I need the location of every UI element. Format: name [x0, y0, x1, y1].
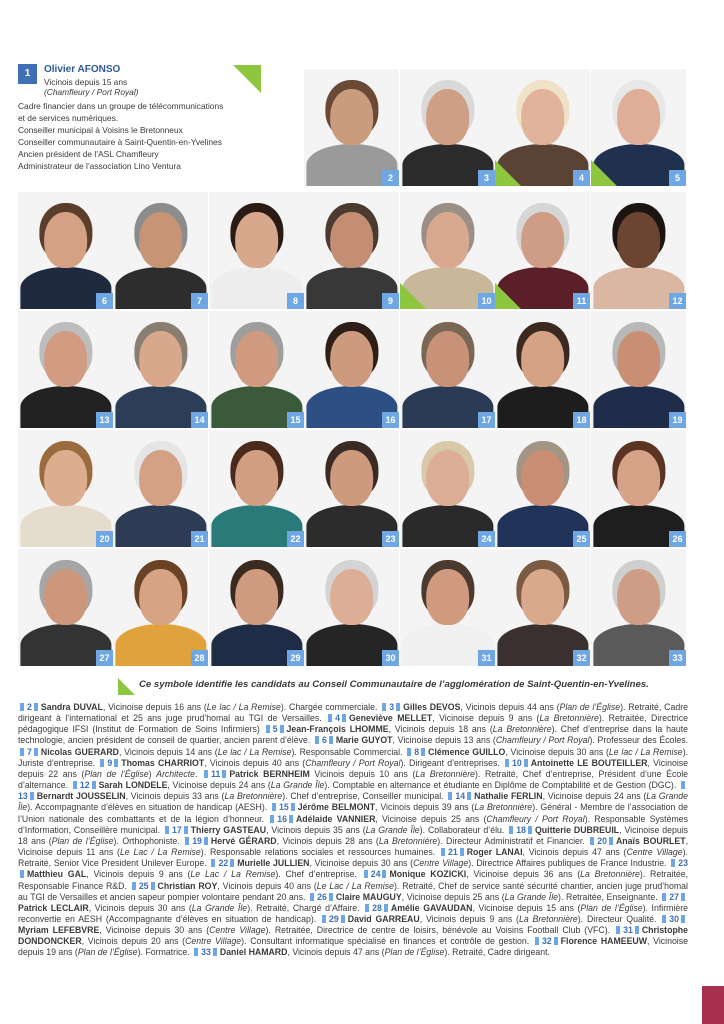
- candidate-photo: [591, 192, 686, 309]
- candidate-photo: [400, 430, 495, 547]
- bio-number: 11: [211, 768, 221, 779]
- portrait-face: [521, 89, 565, 145]
- portrait-face: [330, 569, 374, 625]
- bio-marker: [34, 703, 38, 711]
- bio-number: 4: [335, 713, 340, 724]
- bio-place: Le lac / La Remise: [206, 702, 281, 712]
- candidate-photo: [18, 311, 113, 428]
- community-marker-icon: [495, 160, 521, 186]
- bio-name: Quitterie DUBREUIL: [534, 824, 620, 835]
- bio-marker: [222, 770, 226, 778]
- bio-number: 16: [277, 813, 287, 824]
- portrait-face: [521, 450, 565, 506]
- candidate-1-line: et de services numériques.: [18, 113, 119, 123]
- bio-place: Le Lac / La Remise: [190, 869, 276, 880]
- candidate-photo: [113, 430, 208, 547]
- bio-place: Plan de l’Église: [580, 902, 643, 913]
- bio-marker: [100, 759, 104, 767]
- bio-place: Le Lac / La Remise: [316, 880, 394, 891]
- candidate-photo: [495, 69, 590, 186]
- bio-number: 9: [107, 757, 113, 768]
- photo-number-badge: 19: [669, 412, 686, 428]
- bio-marker: [73, 781, 77, 789]
- bio-marker: [289, 815, 293, 823]
- candidate-photo: [591, 549, 686, 666]
- candidate-photo: [304, 192, 399, 309]
- photo-number-badge: 32: [573, 650, 590, 666]
- bio-marker: [509, 826, 513, 834]
- bio-place: Le lac / La Remise: [217, 746, 292, 757]
- bio-place: Le lac / La Remise: [608, 746, 683, 757]
- candidate-photo: [400, 192, 495, 309]
- bio-marker: [204, 837, 208, 845]
- bio-marker: [382, 703, 386, 711]
- legend-text: Ce symbole identifie les candidats au Conseil Communautaire de l’agglomération de Saint-Quentin-en-Yvelines.: [139, 679, 649, 690]
- bio-marker: [20, 870, 24, 878]
- photo-number-badge: 6: [96, 293, 113, 309]
- bio-name: Jean-François LHOMME: [286, 724, 389, 735]
- photo-number-badge: 20: [96, 531, 113, 547]
- photo-number-badge: 26: [669, 531, 686, 547]
- bio-marker: [315, 736, 319, 744]
- candidate-photo: [495, 549, 590, 666]
- bio-name: David GARREAU: [347, 913, 420, 924]
- portrait-face: [426, 450, 470, 506]
- photo-number-badge: 28: [191, 650, 208, 666]
- bio-marker: [20, 748, 24, 756]
- bio-marker: [291, 803, 295, 811]
- bio-number: 31: [623, 925, 633, 936]
- bio-marker: [609, 837, 613, 845]
- bio-place: La Grande Île: [18, 791, 688, 813]
- bio-number: 24: [370, 869, 381, 880]
- bio-name: Sandra DUVAL: [40, 702, 103, 712]
- bio-name: Matthieu GAL: [27, 869, 87, 880]
- bio-name: Christian ROY: [157, 880, 218, 891]
- photo-number-badge: 8: [287, 293, 304, 309]
- bio-marker: [92, 781, 96, 789]
- bio-marker: [280, 725, 284, 733]
- photo-number-badge: 10: [478, 293, 495, 309]
- bio-name: Sarah LONDELE: [98, 780, 168, 791]
- bio-place: La Bretonnière: [492, 724, 552, 735]
- bio-marker: [270, 815, 274, 823]
- bio-place: Plan de l’Église: [51, 835, 114, 846]
- candidate-1-number: 1: [18, 64, 37, 84]
- bio-number: 6: [321, 735, 327, 746]
- photo-number-badge: 16: [382, 412, 399, 428]
- bio-number: 22: [218, 858, 229, 869]
- bio-place: Plan de l’Église: [559, 702, 621, 712]
- bio-name: Hervé GÉRARD: [210, 835, 277, 846]
- bio-place: La Bretonnière: [224, 791, 283, 802]
- bio-number: 12: [79, 780, 90, 791]
- bio-marker: [505, 759, 509, 767]
- portrait-face: [617, 569, 661, 625]
- candidate-photo: [591, 430, 686, 547]
- bio-name: Adélaide VANNIER: [295, 813, 376, 824]
- bio-marker: [211, 859, 215, 867]
- bio-place: Centre Village: [185, 936, 242, 947]
- bio-number: 3: [389, 702, 395, 712]
- photo-number-badge: 21: [191, 531, 208, 547]
- bio-marker: [365, 904, 369, 912]
- candidate-photo: [113, 192, 208, 309]
- candidate-1-line: Ancien président de l’ASL Chamfleury: [18, 149, 159, 159]
- candidate-photo: [18, 192, 113, 309]
- bio-marker: [165, 826, 169, 834]
- portrait-face: [44, 212, 88, 268]
- portrait-face: [330, 89, 374, 145]
- bio-place: Architecte: [156, 768, 196, 779]
- bio-marker: [635, 926, 639, 934]
- candidate-photo: [400, 69, 495, 186]
- community-marker-icon: [400, 283, 426, 309]
- bio-place: La Bretonnière: [539, 713, 599, 724]
- portrait-face: [521, 331, 565, 387]
- portrait-face: [330, 450, 374, 506]
- bio-marker: [467, 792, 471, 800]
- bio-marker: [194, 948, 198, 956]
- candidate-1-line: Administrateur de l’association Lino Ventura: [18, 161, 181, 171]
- bio-place: Centre Village: [626, 847, 683, 858]
- portrait-face: [617, 212, 661, 268]
- bio-marker: [322, 915, 326, 923]
- candidate-1-name: Olivier AFONSO: [44, 64, 121, 75]
- bio-number: 33: [201, 947, 211, 958]
- photo-number-badge: 24: [478, 531, 495, 547]
- bio-place: La Bretonnière: [474, 802, 533, 813]
- bio-number: 32: [541, 936, 552, 947]
- bio-place: La Bretonnière: [518, 913, 578, 924]
- bio-place: La Grande Île: [191, 902, 248, 913]
- bio-name: Clémence GUILLO: [428, 746, 506, 757]
- photo-number-badge: 5: [669, 170, 686, 186]
- candidate-photo: [18, 549, 113, 666]
- portrait-face: [617, 450, 661, 506]
- portrait-face: [139, 331, 183, 387]
- bio-name: Murielle JULLIEN: [237, 858, 310, 869]
- legend: [118, 675, 698, 695]
- candidate-photo: [304, 430, 399, 547]
- bio-number: 23: [678, 858, 689, 869]
- bio-number: 20: [597, 835, 607, 846]
- bio-marker: [132, 882, 136, 890]
- bio-marker: [341, 915, 345, 923]
- bio-place: Plan de l’Église: [77, 947, 138, 958]
- portrait-face: [521, 212, 565, 268]
- bio-marker: [266, 725, 270, 733]
- bio-place: Plan de l’Église: [84, 768, 149, 779]
- photo-number-badge: 23: [382, 531, 399, 547]
- bio-marker: [460, 848, 464, 856]
- bio-name: Antoinette LE BOUTEILLER: [530, 757, 648, 768]
- portrait-face: [426, 569, 470, 625]
- candidate-photo: [209, 311, 304, 428]
- community-marker-icon: [118, 678, 135, 695]
- candidate-1-info: [18, 100, 273, 172]
- bio-name: Nathalie FERLIN: [474, 791, 543, 802]
- portrait-face: [235, 569, 279, 625]
- community-marker-icon: [591, 160, 617, 186]
- photo-number-badge: 27: [96, 650, 113, 666]
- bio-number: 27: [669, 891, 679, 902]
- portrait-face: [617, 331, 661, 387]
- candidate-photo: [304, 69, 399, 186]
- bio-marker: [382, 870, 386, 878]
- portrait-face: [426, 212, 470, 268]
- bio-place: La Grande Île: [504, 891, 559, 902]
- candidate-bios: 2 Sandra DUVAL, Vicinoise depuis 16 ans (Le lac / La Remise). Chargée commerciale. 3 Gilles DEVOS, Vicinois depuis 44 ans (Plan de l’Église). Retraité, Cadre dirigeant à l’international et 25 ans juge prud’homal au TGI de Versailles. 4 Geneviève MELLET, Vicinoise depuis 9 ans (La Bretonnière). Retraitée, Directrice pédagogique IFSI (Institut de Formation de Soins Infirmiers) 5 Jean-François LHOMME, Vicinois depuis 18 ans (La Bretonnière). Chef d’entreprise dans la haute technologie, ancien président de conseil de quartier, ancien parent d’élève. 6 Marie GUYOT, Vicinoise depuis 13 ans (Chamfleury / Port Royal). Professeur des Écoles. 7 Nicolas GUERARD, Vicinois depuis 14 ans (Le lac / La Remise). Responsable Commercial. 8 Clémence GUILLO, Vicinoise depuis 30 ans (Le lac / La Remise). Juriste d’entreprise. 9 Thomas CHARRIOT, Vicinois depuis 40 ans (Chamfleury / Port Royal). Dirigeant d’entreprises. 10 Antoinette LE BOUTEILLER, Vicinoise depuis 22 ans (Plan de l’Église) Architecte. 11 Patrick BERNHEIM Vicinois depuis 10 ans (La Bretonnière). Retraité, Chef d’entreprise, Président d’une École d’alternance. 12 Sarah LONDELE, Vicinoise depuis 24 ans (La Grande Île). Comptable en alternance et étudiante en Diplôme de Comptabilité et de Gestion (DGC). 13 Bernardt JOUSSELIN, Vicinois depuis 33 ans (La Bretonnière). Chef d’entreprise, Conseiller municipal. 14 Nathalie FERLIN, Vicinoise depuis 24 ans (La Grande Île). Accompagnante d’élèves en situation de handicap (AESH). 15 Jérôme BELMONT, Vicinois depuis 39 ans (La Bretonnière). Général - Membre de l’association de l’Union nationale des combattants et de la légion d’honneur. 16 Adélaide VANNIER, Vicinoise depuis 25 ans (Chamfleury / Port Royal). Responsable Systèmes d’Information, Conseillère municipal. 17 Thierry GASTEAU, Vicinois depuis 35 ans (La Grande Île). Collaborateur d’élu. 18 Quitterie DUBREUIL, Vicinoise depuis 18 ans (Plan de l’Église). Orthophoniste. 19 Hervé GÉRARD, Vicinois depuis 28 ans (La Bretonnière). Directeur Administratif et Financier. 20 Anaïs BOURLET, Vicinoise depuis 11 ans (Le Lac / La Remise). Responsable relations sociales et ressources humaines. 21 Roger LANAI, Vicinois depuis 47 ans (Centre Village). Retraité, Senior Vice President Unilever Europe. 22 Murielle JULLIEN, Vicinoise depuis 30 ans (Centre Village). Directrice Affaires publiques de France Industrie. 23Matthieu GAL, Vicinois depuis 9 ans (Le Lac / La Remise). Chef d’entreprise. 24 Monique KOZICKI, Vicinoise depuis 36 ans (La Bretonnière). Retraitée, Responsable Finance R&D. 25 Christian ROY, Vicinois depuis 40 ans (Le Lac / La Remise). Retraité, Chef de service santé sécurité chantier, ancien juge prud’homal au TGI de Versailles et ancien sapeur pompier volontaire pendant 20 ans. 26 Claire MAUGUY, Vicinoise depuis 25 ans (La Grande Île). Retraitée, Enseignante. 27Patrick LECLAIR, Vicinois depuis 30 ans (La Grande Île). Retraité, Chargé d’Affaire. 28 Amélie GAVAUDAN, Vicinoise depuis 15 ans (Plan de l’Église). Infirmière reconvertie en AESH (Accompagnante d’élèves en situation de handicap). 29 David GARREAU, Vicinois depuis 9 ans (La Bretonnière). Directeur Qualité. 30Myriam LEFEBVRE, Vicinoise depuis 30 ans (Centre Village). Retraitée, Directrice de centre de loisirs, bénévole au Voisins Football Club (VFC). 31 Christophe DONDONCKER, Vicinois depuis 20 ans (Centre Village). Consultant informatique spécialisé en finances et contrôle de gestion. 32 Florence HAMEEUW, Vicinoise depuis 19 ans (Plan de l’Église). Formatrice. 33 Daniel HAMARD, Vicinois depuis 47 ans (Plan de l’Église). Retraité, Cadre dirigeant.: [18, 702, 689, 958]
- bio-marker: [114, 759, 118, 767]
- photo-number-badge: 17: [478, 412, 495, 428]
- bio-marker: [671, 859, 675, 867]
- bio-name: Christophe DONDONCKER: [18, 925, 688, 947]
- bio-marker: [329, 736, 333, 744]
- portrait-face: [426, 89, 470, 145]
- bio-marker: [384, 904, 388, 912]
- portrait-face: [426, 331, 470, 387]
- bio-marker: [662, 893, 666, 901]
- portrait-face: [139, 212, 183, 268]
- candidate-photo: [495, 192, 590, 309]
- photo-number-badge: 30: [382, 650, 399, 666]
- bio-marker: [342, 714, 346, 722]
- bio-marker: [441, 848, 445, 856]
- photo-number-badge: 2: [382, 170, 399, 186]
- bio-number: 28: [372, 902, 382, 913]
- bio-number: 19: [192, 835, 202, 846]
- photo-number-badge: 22: [287, 531, 304, 547]
- bio-marker: [213, 948, 217, 956]
- candidate-photo: [495, 430, 590, 547]
- bio-marker: [448, 792, 452, 800]
- photo-number-badge: 7: [191, 293, 208, 309]
- portrait-face: [235, 450, 279, 506]
- candidate-photo: [304, 311, 399, 428]
- photo-number-badge: 11: [573, 293, 590, 309]
- bio-name: Geneviève MELLET: [349, 713, 433, 724]
- photo-number-badge: 18: [573, 412, 590, 428]
- bio-place: Chamfleury / Port Royal: [486, 813, 585, 824]
- bio-number: 13: [18, 791, 28, 802]
- candidate-1-line: Conseiller communautaire à Saint-Quentin-en-Yvelines: [18, 137, 222, 147]
- bio-number: 30: [669, 913, 680, 924]
- bio-place: Chamfleury / Port Royal: [495, 735, 590, 746]
- bio-number: 21: [447, 847, 458, 858]
- bio-number: 17: [171, 824, 182, 835]
- bio-marker: [185, 837, 189, 845]
- candidate-1-line: Conseiller municipal à Voisins le Bretonneux: [18, 125, 183, 135]
- portrait-face: [617, 89, 661, 145]
- bio-name: Marie GUYOT: [335, 735, 393, 746]
- bio-name: Anaïs BOURLET: [615, 835, 686, 846]
- portrait-face: [235, 331, 279, 387]
- candidate-photo: [304, 549, 399, 666]
- bio-number: 7: [27, 746, 32, 757]
- bio-number: 25: [138, 880, 149, 891]
- candidate-1-line: Cadre financier dans un groupe de télécommunications: [18, 101, 224, 111]
- photo-number-badge: 31: [478, 650, 495, 666]
- bio-marker: [396, 703, 400, 711]
- candidate-photo: [495, 311, 590, 428]
- bio-name: Claire MAUGUY: [335, 891, 402, 902]
- bio-name: Patrick BERNHEIM: [229, 768, 310, 779]
- portrait-face: [44, 569, 88, 625]
- bio-marker: [524, 759, 528, 767]
- candidate-photo: [209, 549, 304, 666]
- candidate-photo: [400, 549, 495, 666]
- bio-place: La Grande Île: [365, 824, 420, 835]
- bio-place: La Bretonnière: [415, 768, 476, 779]
- bio-place: La Grande Île: [270, 780, 325, 791]
- bio-marker: [34, 748, 38, 756]
- bio-place: Centre Village: [209, 925, 266, 936]
- bio-marker: [230, 859, 234, 867]
- bio-number: 26: [317, 891, 327, 902]
- bio-name: Daniel HAMARD: [219, 947, 288, 958]
- photo-number-badge: 29: [287, 650, 304, 666]
- photo-number-badge: 9: [382, 293, 399, 309]
- photo-number-badge: 4: [573, 170, 590, 186]
- candidate-photo: [209, 430, 304, 547]
- bio-marker: [590, 837, 594, 845]
- photo-number-badge: 15: [287, 412, 304, 428]
- bio-name: Thomas CHARRIOT: [121, 757, 205, 768]
- bio-name: Thierry GASTEAU: [190, 824, 267, 835]
- bio-place: Le Lac / La Remise: [119, 847, 201, 858]
- bio-name: Florence HAMEEUW: [560, 936, 648, 947]
- bio-name: Jérôme BELMONT: [297, 802, 376, 813]
- bio-name: Bernardt JOUSSELIN: [36, 791, 126, 802]
- portrait-face: [44, 331, 88, 387]
- bio-name: Gilles DEVOS: [403, 702, 461, 712]
- bio-place: Centre Village: [413, 858, 469, 869]
- bio-marker: [20, 703, 24, 711]
- bio-number: 5: [272, 724, 278, 735]
- bio-marker: [310, 893, 314, 901]
- portrait-face: [330, 212, 374, 268]
- portrait-face: [44, 450, 88, 506]
- photo-number-badge: 12: [669, 293, 686, 309]
- bio-marker: [364, 870, 368, 878]
- bio-place: Chamfleury / Port Royal: [305, 757, 401, 768]
- bio-marker: [328, 714, 332, 722]
- candidate-photo: [18, 430, 113, 547]
- bio-marker: [554, 937, 558, 945]
- candidate-photo: [591, 311, 686, 428]
- bio-place: La Bretonnière: [378, 835, 438, 846]
- bio-marker: [528, 826, 532, 834]
- photo-number-badge: 33: [669, 650, 686, 666]
- candidate-photo: [591, 69, 686, 186]
- bio-marker: [272, 803, 276, 811]
- bio-marker: [407, 748, 411, 756]
- candidate-photo: [113, 549, 208, 666]
- bio-number: 8: [414, 746, 420, 757]
- photo-number-badge: 3: [478, 170, 495, 186]
- bio-marker: [681, 915, 685, 923]
- bio-name: Nicolas GUERARD: [40, 746, 119, 757]
- candidate-photo: [209, 192, 304, 309]
- bio-number: 2: [27, 702, 32, 712]
- bio-marker: [681, 893, 685, 901]
- bio-marker: [151, 882, 155, 890]
- photo-number-badge: 25: [573, 531, 590, 547]
- page-tab: [702, 986, 724, 1024]
- bio-number: 15: [279, 802, 289, 813]
- bio-place: La Bretonnière: [580, 869, 640, 880]
- portrait-face: [330, 331, 374, 387]
- bio-place: Plan de l’Église: [384, 947, 445, 958]
- portrait-face: [235, 212, 279, 268]
- candidate-photo: [400, 311, 495, 428]
- bio-name: Monique KOZICKI: [389, 869, 467, 880]
- bio-name: Patrick LECLAIR: [18, 902, 89, 913]
- bio-name: Amélie GAVAUDAN: [390, 902, 473, 913]
- bio-number: 10: [511, 757, 522, 768]
- photo-number-badge: 14: [191, 412, 208, 428]
- bio-name: Myriam LEFEBVRE: [18, 925, 100, 936]
- bio-number: 18: [516, 824, 526, 835]
- bio-number: 29: [329, 913, 339, 924]
- bio-marker: [184, 826, 188, 834]
- bio-marker: [329, 893, 333, 901]
- bio-marker: [535, 937, 539, 945]
- candidate-photo: [113, 311, 208, 428]
- bio-marker: [662, 915, 666, 923]
- bio-marker: [681, 781, 685, 789]
- bio-name: Roger LANAI: [466, 847, 523, 858]
- portrait-face: [521, 569, 565, 625]
- bio-marker: [421, 748, 425, 756]
- bio-marker: [616, 926, 620, 934]
- candidate-1-area: (Chamfleury / Port Royal): [44, 87, 139, 97]
- bio-marker: [204, 770, 208, 778]
- portrait-face: [139, 569, 183, 625]
- bio-number: 14: [455, 791, 466, 802]
- community-marker-icon: [233, 65, 261, 93]
- community-marker-icon: [495, 283, 521, 309]
- bio-marker: [30, 792, 34, 800]
- portrait-face: [139, 450, 183, 506]
- photo-number-badge: 13: [96, 412, 113, 428]
- candidate-1-since: Vicinois depuis 15 ans: [44, 77, 128, 87]
